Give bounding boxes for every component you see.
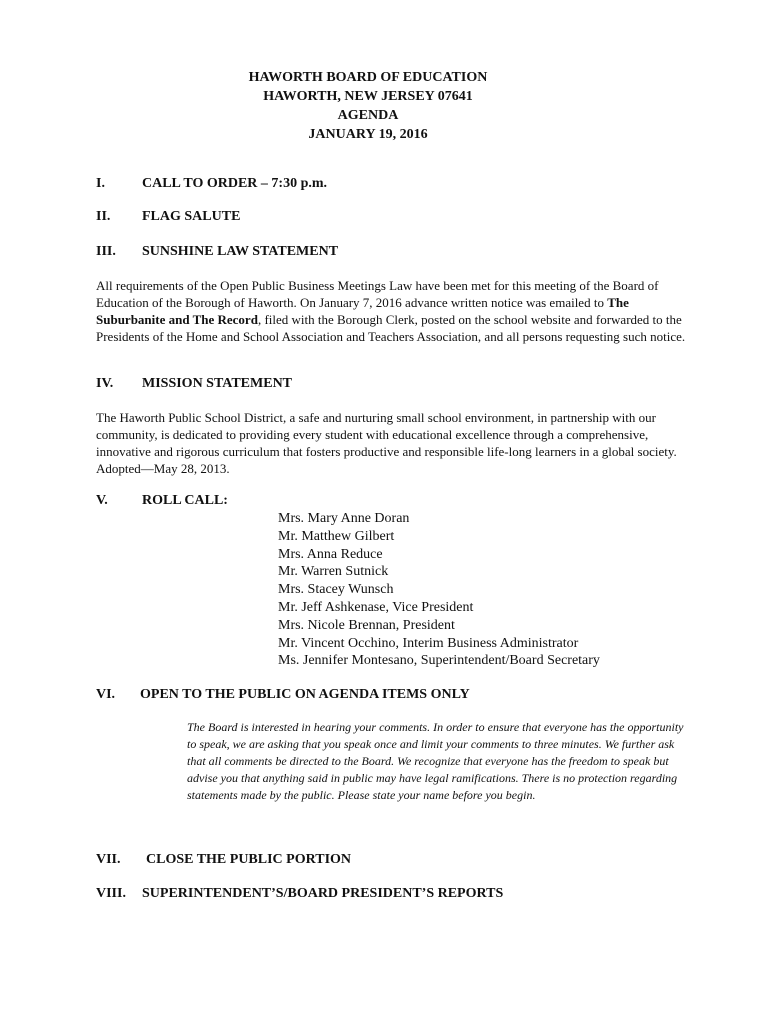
- section-heading-call-to-order: [96, 175, 327, 193]
- meeting-date: JANUARY 19, 2016: [308, 127, 428, 142]
- sunshine-text-part1: All requirements of the Open Public Business Meetings Law have been met for this meeting of the Board of Education of the Borough of Haworth. On January 7, 2016 advance written notice was emailed to: [96, 278, 659, 310]
- section-number: VI.: [96, 687, 116, 702]
- section-title: OPEN TO THE PUBLIC ON AGENDA ITEMS ONLY: [140, 687, 470, 702]
- section-number: VII.: [96, 852, 121, 867]
- section-heading-close-public: [96, 851, 351, 869]
- board-name: HAWORTH BOARD OF EDUCATION: [248, 70, 488, 85]
- section-number: III.: [96, 244, 116, 259]
- section-title: SUPERINTENDENT’S/BOARD PRESIDENT’S REPORTS: [142, 886, 504, 901]
- document-title: AGENDA: [337, 108, 399, 123]
- roll-call-member: Mrs. Nicole Brennan, President: [278, 617, 455, 633]
- section-heading-open-to-public: [96, 686, 470, 704]
- section-heading-sunshine-law: [96, 243, 338, 261]
- roll-call-member: Ms. Jennifer Montesano, Superintendent/Board Secretary: [278, 653, 600, 669]
- section-heading-mission: [96, 375, 292, 393]
- sunshine-text-part2: , filed with the Borough Clerk, posted on the school website and forwarded to the Presidents of the Home and School Association and Teachers Association, and all persons requesting such notice.: [96, 312, 686, 344]
- section-title: ROLL CALL:: [142, 493, 228, 508]
- section-title: MISSION STATEMENT: [142, 376, 293, 391]
- roll-call-member: Mr. Vincent Occhino, Interim Business Administrator: [278, 635, 579, 651]
- section-title: FLAG SALUTE: [142, 209, 241, 224]
- document-header: [0, 68, 736, 144]
- section-number: IV.: [96, 376, 114, 391]
- newspaper-names: The Suburbanite and The Record: [96, 295, 629, 327]
- section-heading-reports: [96, 885, 503, 903]
- section-title: CLOSE THE PUBLIC PORTION: [146, 852, 352, 867]
- roll-call-member: Mr. Warren Sutnick: [278, 564, 389, 580]
- roll-call-member: Mrs. Mary Anne Doran: [278, 511, 410, 526]
- mission-statement-paragraph: The Haworth Public School District, a safe and nurturing small school environment, in partnership with our community, is dedicated to providing every student with educational excellence through a comprehensive, innovative and rigorous curriculum that fosters productive and responsible life-long learners in a global society. Adopted—May 28, 2013.: [96, 410, 677, 476]
- section-number: I.: [96, 176, 105, 191]
- section-heading-roll-call: [96, 492, 228, 510]
- roll-call-member: Mrs. Anna Reduce: [278, 546, 383, 562]
- sunshine-law-paragraph: [96, 277, 686, 345]
- section-number: V.: [96, 493, 108, 508]
- section-number: VIII.: [96, 886, 126, 901]
- section-heading-flag-salute: [96, 208, 240, 226]
- public-comment-notice: The Board is interested in hearing your comments. In order to ensure that everyone has the opportunity to speak, we are asking that you speak once and limit your comments to three minutes. We further ask that all comments be directed to the Board. We recognize that everyone has the freedom to speak but advise you that anything said in public may have legal ramifications. There is no protection regarding statements made by the public. Please state your name before you begin.: [187, 720, 684, 802]
- section-number: II.: [96, 209, 111, 224]
- roll-call-list: [278, 510, 600, 670]
- location: HAWORTH, NEW JERSEY 07641: [263, 89, 473, 104]
- roll-call-member: Mr. Matthew Gilbert: [278, 528, 395, 544]
- roll-call-member: Mrs. Stacey Wunsch: [278, 582, 394, 598]
- section-title: SUNSHINE LAW STATEMENT: [142, 244, 339, 259]
- roll-call-member: Mr. Jeff Ashkenase, Vice President: [278, 599, 474, 615]
- section-title: CALL TO ORDER – 7:30 p.m.: [142, 176, 328, 191]
